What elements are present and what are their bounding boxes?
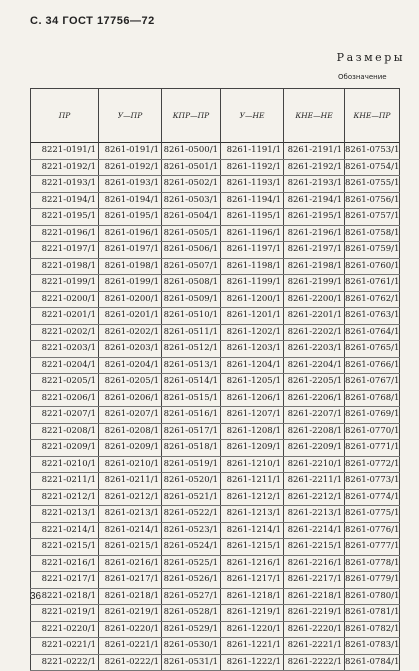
- table-cell: 8261-2203/1: [284, 341, 345, 358]
- table-cell: 8261-2212/1: [284, 489, 345, 506]
- table-cell: 8261-0210/1: [99, 456, 162, 473]
- table-cell: 8261-0773/1: [345, 473, 400, 490]
- table-cell: 8261-0218/1: [99, 588, 162, 605]
- table-cell: 8261-2202/1: [284, 324, 345, 341]
- table-cell: 8261-0209/1: [99, 440, 162, 457]
- table-row: [31, 308, 400, 325]
- table-cell: 8261-0777/1: [345, 539, 400, 556]
- table-cell: 8261-2195/1: [284, 209, 345, 226]
- table-cell: 8261-0764/1: [345, 324, 400, 341]
- table-cell: 8261-1205/1: [221, 374, 284, 391]
- table-cell: 8261-0778/1: [345, 555, 400, 572]
- table-cell: 8261-0772/1: [345, 456, 400, 473]
- table-cell: 8221-0201/1: [31, 308, 99, 325]
- table-cell: 8261-1195/1: [221, 209, 284, 226]
- table-cell: 8261-0517/1: [162, 423, 221, 440]
- table-cell: 8261-1194/1: [221, 192, 284, 209]
- table-cell: 8261-1199/1: [221, 275, 284, 292]
- table-cell: 8261-0774/1: [345, 489, 400, 506]
- table-cell: 8261-2201/1: [284, 308, 345, 325]
- table-cell: 8221-0191/1: [31, 143, 99, 160]
- table-cell: 8261-0212/1: [99, 489, 162, 506]
- table-cell: 8261-0194/1: [99, 192, 162, 209]
- table-cell: 8261-0201/1: [99, 308, 162, 325]
- table-cell: 8261-1218/1: [221, 588, 284, 605]
- table-cell: 8221-0194/1: [31, 192, 99, 209]
- table-cell: 8221-0200/1: [31, 291, 99, 308]
- table-cell: 8261-0528/1: [162, 605, 221, 622]
- table-row: [31, 423, 400, 440]
- col-header-kne-pr: КНЕ—ПР: [345, 89, 400, 143]
- table-row: [31, 473, 400, 490]
- table-cell: 8261-0523/1: [162, 522, 221, 539]
- table-body: [31, 143, 400, 671]
- table-cell: 8221-0220/1: [31, 621, 99, 638]
- table-cell: 8261-1200/1: [221, 291, 284, 308]
- col-header-u-pr: У—ПР: [99, 89, 162, 143]
- table-row: [31, 621, 400, 638]
- table-cell: 8261-0756/1: [345, 192, 400, 209]
- table-cell: 8261-0204/1: [99, 357, 162, 374]
- table-cell: 8261-0206/1: [99, 390, 162, 407]
- table-cell: 8261-0202/1: [99, 324, 162, 341]
- table-cell: 8261-0527/1: [162, 588, 221, 605]
- table-cell: 8261-0781/1: [345, 605, 400, 622]
- table-cell: 8261-0775/1: [345, 506, 400, 523]
- table-cell: 8261-0500/1: [162, 143, 221, 160]
- table-cell: 8261-0516/1: [162, 407, 221, 424]
- table-cell: 8261-0191/1: [99, 143, 162, 160]
- table-cell: 8261-0214/1: [99, 522, 162, 539]
- table-cell: 8261-2194/1: [284, 192, 345, 209]
- table-cell: 8221-0218/1: [31, 588, 99, 605]
- table-cell: 8261-1192/1: [221, 159, 284, 176]
- table-row: [31, 638, 400, 655]
- table-cell: 8261-0770/1: [345, 423, 400, 440]
- table-cell: 8261-1198/1: [221, 258, 284, 275]
- col-header-u-ne: У—НЕ: [221, 89, 284, 143]
- table-cell: 8261-0758/1: [345, 225, 400, 242]
- table-cell: 8261-0530/1: [162, 638, 221, 655]
- table-cell: 8261-2208/1: [284, 423, 345, 440]
- table-cell: 8261-0765/1: [345, 341, 400, 358]
- table-cell: 8261-1215/1: [221, 539, 284, 556]
- table-cell: 8261-0221/1: [99, 638, 162, 655]
- table-row: [31, 341, 400, 358]
- table-cell: 8221-0211/1: [31, 473, 99, 490]
- table-cell: 8261-0529/1: [162, 621, 221, 638]
- table-cell: 8261-1222/1: [221, 654, 284, 671]
- table-cell: 8261-0508/1: [162, 275, 221, 292]
- table-cell: 8221-0212/1: [31, 489, 99, 506]
- table-cell: 8221-0222/1: [31, 654, 99, 671]
- table-cell: 8261-1208/1: [221, 423, 284, 440]
- table-cell: 8261-0193/1: [99, 176, 162, 193]
- table-cell: 8261-1197/1: [221, 242, 284, 259]
- table-cell: 8221-0198/1: [31, 258, 99, 275]
- table-cell: 8221-0217/1: [31, 572, 99, 589]
- table-cell: 8261-0195/1: [99, 209, 162, 226]
- table-cell: 8221-0204/1: [31, 357, 99, 374]
- table-row: [31, 572, 400, 589]
- table-cell: 8221-0208/1: [31, 423, 99, 440]
- table-cell: 8261-2222/1: [284, 654, 345, 671]
- table-cell: 8261-1211/1: [221, 473, 284, 490]
- table-cell: 8221-0193/1: [31, 176, 99, 193]
- table-cell: 8261-0520/1: [162, 473, 221, 490]
- table-cell: 8261-0220/1: [99, 621, 162, 638]
- table-cell: 8261-0755/1: [345, 176, 400, 193]
- table-cell: 8221-0207/1: [31, 407, 99, 424]
- table-cell: 8261-0205/1: [99, 374, 162, 391]
- table-cell: 8221-0213/1: [31, 506, 99, 523]
- table-cell: 8221-0203/1: [31, 341, 99, 358]
- table-cell: 8261-0782/1: [345, 621, 400, 638]
- table-cell: 8261-0766/1: [345, 357, 400, 374]
- table-cell: 8261-0513/1: [162, 357, 221, 374]
- table-cell: 8261-0771/1: [345, 440, 400, 457]
- table-cell: 8221-0192/1: [31, 159, 99, 176]
- table-cell: 8261-2206/1: [284, 390, 345, 407]
- table-cell: 8261-2221/1: [284, 638, 345, 655]
- table-row: [31, 192, 400, 209]
- table-cell: 8221-0202/1: [31, 324, 99, 341]
- table-cell: 8261-0767/1: [345, 374, 400, 391]
- table-cell: 8261-2199/1: [284, 275, 345, 292]
- table-cell: 8261-2218/1: [284, 588, 345, 605]
- table-cell: 8221-0214/1: [31, 522, 99, 539]
- table-cell: 8261-1216/1: [221, 555, 284, 572]
- table-cell: 8261-2197/1: [284, 242, 345, 259]
- table-cell: 8261-2214/1: [284, 522, 345, 539]
- table-row: [31, 456, 400, 473]
- table-cell: 8261-2205/1: [284, 374, 345, 391]
- table-cell: 8261-0762/1: [345, 291, 400, 308]
- table-cell: 8261-0197/1: [99, 242, 162, 259]
- table-cell: 8261-2192/1: [284, 159, 345, 176]
- col-header-kne-ne: КНЕ—НЕ: [284, 89, 345, 143]
- table-cell: 8261-1212/1: [221, 489, 284, 506]
- table-cell: 8261-0192/1: [99, 159, 162, 176]
- table-cell: 8261-2217/1: [284, 572, 345, 589]
- table-cell: 8221-0219/1: [31, 605, 99, 622]
- table-cell: 8261-0514/1: [162, 374, 221, 391]
- table-cell: 8261-0754/1: [345, 159, 400, 176]
- table-cell: 8261-0524/1: [162, 539, 221, 556]
- table-cell: 8261-2200/1: [284, 291, 345, 308]
- table-cell: 8261-2220/1: [284, 621, 345, 638]
- table-cell: 8221-0210/1: [31, 456, 99, 473]
- table-header-row: [31, 89, 400, 143]
- table-row: [31, 258, 400, 275]
- table-cell: 8261-0763/1: [345, 308, 400, 325]
- table-cell: 8261-0503/1: [162, 192, 221, 209]
- table-row: [31, 159, 400, 176]
- table-cell: 8261-0753/1: [345, 143, 400, 160]
- table-row: [31, 390, 400, 407]
- table-row: [31, 275, 400, 292]
- table-cell: 8261-1210/1: [221, 456, 284, 473]
- table-cell: 8261-1220/1: [221, 621, 284, 638]
- table-row: [31, 407, 400, 424]
- table-cell: 8261-0507/1: [162, 258, 221, 275]
- col-header-pr: ПР: [31, 89, 99, 143]
- table-cell: 8261-2204/1: [284, 357, 345, 374]
- table-cell: 8261-0200/1: [99, 291, 162, 308]
- table-cell: 8261-1202/1: [221, 324, 284, 341]
- table-cell: 8261-0512/1: [162, 341, 221, 358]
- table-cell: 8261-0783/1: [345, 638, 400, 655]
- table-cell: 8261-0519/1: [162, 456, 221, 473]
- table-cell: 8261-0207/1: [99, 407, 162, 424]
- table-cell: 8261-1204/1: [221, 357, 284, 374]
- table-row: [31, 522, 400, 539]
- table-cell: 8261-0518/1: [162, 440, 221, 457]
- table-cell: 8261-1221/1: [221, 638, 284, 655]
- table-cell: 8261-0504/1: [162, 209, 221, 226]
- table-cell: 8261-0769/1: [345, 407, 400, 424]
- table-row: [31, 374, 400, 391]
- table-cell: 8261-1217/1: [221, 572, 284, 589]
- table-cell: 8261-0198/1: [99, 258, 162, 275]
- table-cell: 8261-0502/1: [162, 176, 221, 193]
- table-cell: 8221-0206/1: [31, 390, 99, 407]
- table-cell: 8261-0222/1: [99, 654, 162, 671]
- table-cell: 8261-0501/1: [162, 159, 221, 176]
- table-cell: 8261-0203/1: [99, 341, 162, 358]
- table-cell: 8261-0196/1: [99, 225, 162, 242]
- table-row: [31, 291, 400, 308]
- table-cell: 8261-2219/1: [284, 605, 345, 622]
- table-cell: 8221-0216/1: [31, 555, 99, 572]
- table-cell: 8261-0761/1: [345, 275, 400, 292]
- table-cell: 8261-2193/1: [284, 176, 345, 193]
- table-cell: 8261-0215/1: [99, 539, 162, 556]
- table-cell: 8261-1201/1: [221, 308, 284, 325]
- table-cell: 8261-1214/1: [221, 522, 284, 539]
- table-cell: 8261-1203/1: [221, 341, 284, 358]
- page-number: 36: [30, 591, 42, 602]
- table-cell: 8261-2209/1: [284, 440, 345, 457]
- table-cell: 8261-2215/1: [284, 539, 345, 556]
- table-row: [31, 357, 400, 374]
- table-cell: 8261-1209/1: [221, 440, 284, 457]
- section-heading: Размеры: [336, 51, 405, 64]
- table-cell: 8261-0779/1: [345, 572, 400, 589]
- table-row: [31, 654, 400, 671]
- table-row: [31, 324, 400, 341]
- table-cell: 8261-0780/1: [345, 588, 400, 605]
- table-row: [31, 209, 400, 226]
- table-cell: 8261-0522/1: [162, 506, 221, 523]
- table-cell: 8261-2211/1: [284, 473, 345, 490]
- table-cell: 8261-0509/1: [162, 291, 221, 308]
- table-cell: 8261-0531/1: [162, 654, 221, 671]
- table-cell: 8261-0768/1: [345, 390, 400, 407]
- table-cell: 8261-0506/1: [162, 242, 221, 259]
- table-cell: 8221-0196/1: [31, 225, 99, 242]
- table-row: [31, 225, 400, 242]
- table-cell: 8261-0760/1: [345, 258, 400, 275]
- table-cell: 8261-0211/1: [99, 473, 162, 490]
- table-cell: 8261-1213/1: [221, 506, 284, 523]
- designation-label: Обозначение: [338, 73, 387, 81]
- table-cell: 8261-0219/1: [99, 605, 162, 622]
- table-cell: 8261-0526/1: [162, 572, 221, 589]
- table-cell: 8261-0208/1: [99, 423, 162, 440]
- table-cell: 8261-0213/1: [99, 506, 162, 523]
- table-cell: 8221-0197/1: [31, 242, 99, 259]
- table-row: [31, 242, 400, 259]
- table-cell: 8261-2196/1: [284, 225, 345, 242]
- table-cell: 8261-0757/1: [345, 209, 400, 226]
- col-header-kpr-pr: КПР—ПР: [162, 89, 221, 143]
- table-cell: 8221-0221/1: [31, 638, 99, 655]
- table-cell: 8261-2216/1: [284, 555, 345, 572]
- table-cell: 8261-0505/1: [162, 225, 221, 242]
- table-cell: 8261-0199/1: [99, 275, 162, 292]
- page-header-title: С. 34 ГОСТ 17756—72: [30, 15, 155, 27]
- table-cell: 8261-0784/1: [345, 654, 400, 671]
- table-cell: 8261-1193/1: [221, 176, 284, 193]
- table-cell: 8261-2207/1: [284, 407, 345, 424]
- table-cell: 8221-0195/1: [31, 209, 99, 226]
- table-row: [31, 506, 400, 523]
- table-cell: 8261-2198/1: [284, 258, 345, 275]
- table-cell: 8261-2213/1: [284, 506, 345, 523]
- table-cell: 8261-0510/1: [162, 308, 221, 325]
- table-cell: 8261-0511/1: [162, 324, 221, 341]
- table-cell: 8261-2210/1: [284, 456, 345, 473]
- table-cell: 8261-2191/1: [284, 143, 345, 160]
- table-row: [31, 539, 400, 556]
- table-row: [31, 176, 400, 193]
- table-cell: 8261-0515/1: [162, 390, 221, 407]
- table-row: [31, 143, 400, 160]
- table-cell: 8261-0217/1: [99, 572, 162, 589]
- table-cell: 8261-0759/1: [345, 242, 400, 259]
- table-row: [31, 588, 400, 605]
- table-cell: 8261-0521/1: [162, 489, 221, 506]
- table-cell: 8221-0215/1: [31, 539, 99, 556]
- table-cell: 8261-1206/1: [221, 390, 284, 407]
- table-cell: 8221-0209/1: [31, 440, 99, 457]
- table-cell: 8261-0776/1: [345, 522, 400, 539]
- table-cell: 8261-1196/1: [221, 225, 284, 242]
- table-cell: 8261-1191/1: [221, 143, 284, 160]
- table-cell: 8221-0199/1: [31, 275, 99, 292]
- table-row: [31, 489, 400, 506]
- table-cell: 8261-1219/1: [221, 605, 284, 622]
- table-cell: 8261-0525/1: [162, 555, 221, 572]
- table-row: [31, 555, 400, 572]
- table-cell: 8261-1207/1: [221, 407, 284, 424]
- table-cell: 8261-0216/1: [99, 555, 162, 572]
- table-row: [31, 440, 400, 457]
- table-cell: 8221-0205/1: [31, 374, 99, 391]
- designation-table: [30, 88, 400, 671]
